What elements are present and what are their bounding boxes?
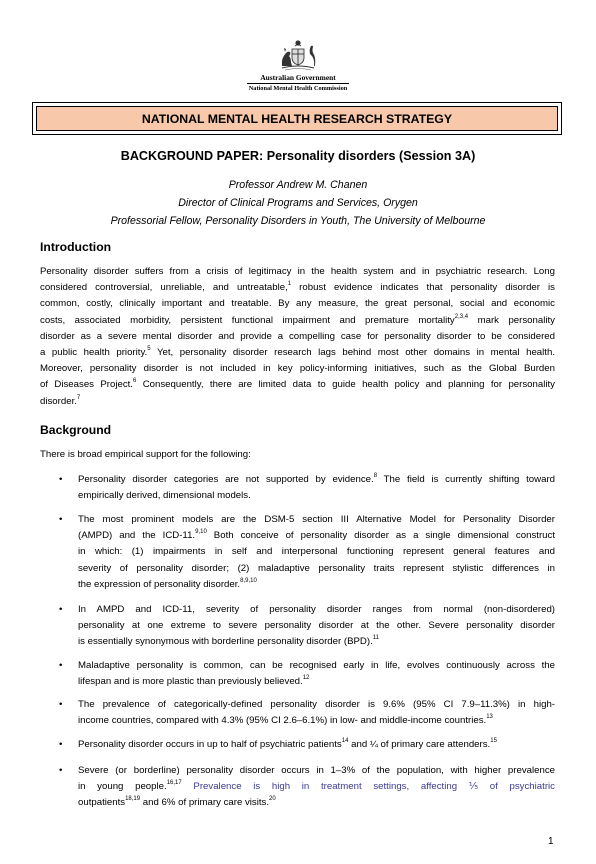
- page-header: [0, 38, 596, 92]
- text-line: costs, associated morbidity, persistent functional impairment and premature mortality$^{2,3,4}$ mark personality: [40, 313, 555, 326]
- text-line: of Diseases Project.$^6$ Consequently, there are limited data to guide health policy and planning for personality: [40, 378, 555, 391]
- strategy-banner: NATIONAL MENTAL HEALTH RESEARCH STRATEGY: [36, 106, 558, 131]
- list-item: • Personality disorder occurs in up to half of psychiatric patients$^{14}$ and ¼ of primary care attenders.$^{15}$: [78, 737, 555, 753]
- background-intro: There is broad empirical support for the following:: [40, 449, 251, 460]
- text-line: Personality disorder suffers from a crisis of legitimacy in the health system and in psychiatric research. Long: [40, 266, 555, 277]
- text-line: considered controversial, unreliable, and untreatable,$^1$ robust evidence indicates that personality disorder is: [40, 281, 555, 294]
- page-number: 1: [548, 836, 554, 847]
- commission-name: National Mental Health Commission: [248, 85, 348, 92]
- header-divider: [247, 83, 349, 84]
- author-name: Professor Andrew M. Chanen: [228, 179, 368, 191]
- highlighted-text: Prevalence is high in treatment settings, affecting ⅕ of psychiatric: [193, 781, 555, 793]
- list-item: • Severe (or borderline) personality disorder occurs in 1–3% of the population, with higher prevalence in young people.$^{16,17}$ Prevalence is high in treatment settings, affecting ⅕ of psychiatric outpatients$^{18,19}$ and 6% of primary care visits.$^{20}$: [59, 765, 555, 809]
- list-item: • Maladaptive personality is common, can be recognised early in life, evolves continuously across the lifespan and is more plastic than previously believed.$^{12}$: [59, 660, 555, 688]
- introduction-paragraph: [40, 264, 555, 410]
- bullet-icon: •: [59, 660, 63, 671]
- list-item: • The most prominent models are the DSM-5 section III Alternative Model for Personality Disorder (AMPD) and the ICD-11.$^{9,10}$ Both conceive of personality disorder as a single dimensional construct in which: (1) impairments in self and interpersonal functioning represent general features and severity of personality disorder; (2) maladaptive personality traits represent stylistic differences in the expression of personality disorder.$^{8,9,10}$: [59, 514, 555, 590]
- author-role: Director of Clinical Programs and Services, Orygen: [178, 197, 418, 209]
- text-line: disorder as a severe mental disorder and provide a compelling case for personality disorder to be considered: [40, 330, 555, 342]
- introduction-heading: Introduction: [40, 240, 112, 254]
- page-title: BACKGROUND PAPER: Personality disorders (Session 3A): [120, 149, 476, 163]
- government-name: Australian Government: [260, 73, 336, 82]
- bullet-icon: •: [59, 474, 63, 485]
- strategy-banner-frame: [32, 102, 562, 135]
- bullet-icon: •: [59, 739, 63, 750]
- text-line: Moreover, personality disorder is not included in key policy-informing initiatives, such as the Global Burden: [40, 363, 555, 375]
- bullet-icon: •: [59, 765, 63, 776]
- background-heading: Background: [40, 423, 112, 437]
- bullet-icon: •: [59, 699, 63, 710]
- list-item: • The prevalence of categorically-defined personality disorder is 9.6% (95% CI 7.9–11.3%) in high- income countries, compared with 4.3% (95% CI 2.6–6.1%) in low- and middle-income countries.$^{13}$: [59, 699, 555, 727]
- text-line: disorder.$^7$: [40, 394, 81, 407]
- bullet-icon: •: [59, 604, 63, 615]
- bullet-icon: •: [59, 514, 63, 525]
- list-item: • In AMPD and ICD-11, severity of personality disorder ranges from normal (non-disordered) personality at one extreme to severe personality disorder at the other. Severe personality disorder is essentially synonymous with borderline personality disorder (BPD).$^{11}$: [59, 604, 555, 648]
- list-item: • Personality disorder categories are not supported by evidence.$^8$ The field is currently shifting toward empirically derived, dimensional models.: [59, 473, 555, 502]
- coat-of-arms-icon: [276, 38, 320, 72]
- text-line: common, costly, clinically important and treatable. By any measure, the great personal, social and economic: [40, 298, 555, 310]
- author-affiliation: Professorial Fellow, Personality Disorders in Youth, The University of Melbourne: [110, 215, 486, 227]
- text-line: a public health priority.$^5$ Yet, personality disorder research lags behind most other domains in mental health.: [40, 345, 555, 358]
